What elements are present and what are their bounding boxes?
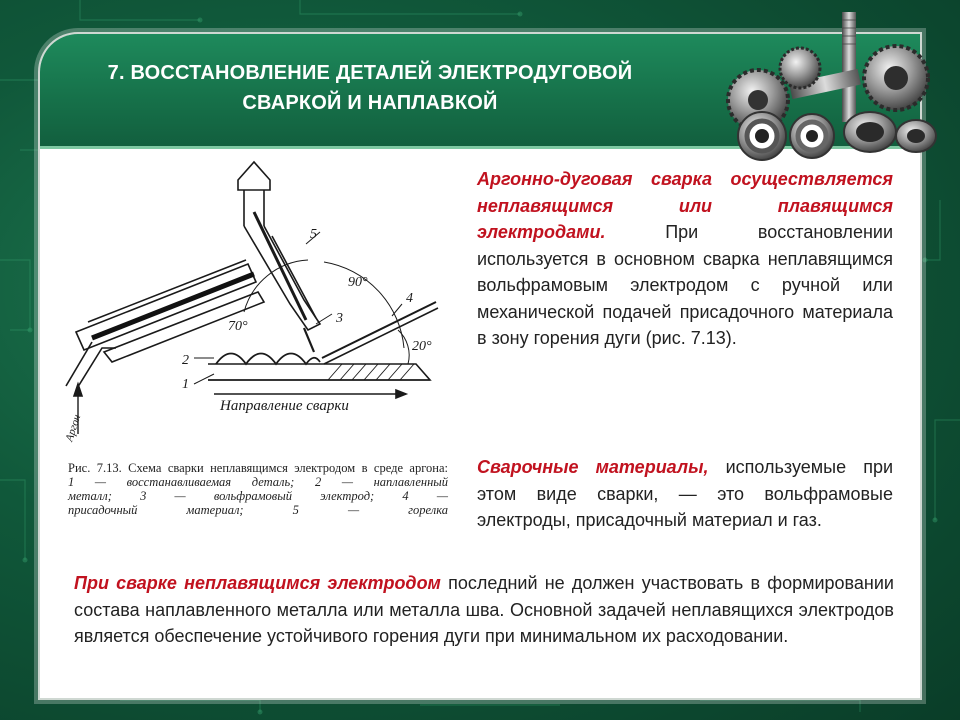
body-text: При восстановлении используется в основном сварка неплавящимся вольфрамовым электродом с ручной или механической подачей присадочного материала в зону горения дуги (рис. 7.13).: [477, 222, 893, 348]
shaft-icon: [842, 12, 856, 122]
paragraph-welding-materials: [477, 454, 893, 534]
figure-caption-line: присадочный материал; 5 — горелка: [68, 503, 448, 517]
figure-label-5: 5: [310, 227, 317, 242]
figure-caption-title: Рис. 7.13. Схема сварки неплавящимся электродом в среде аргона:: [68, 461, 448, 475]
figure-angle-70: 70°: [228, 319, 248, 334]
body-text: используемые при этом виде сварки, — это вольфрамовые электроды, присадочный материал и газ.: [477, 457, 894, 530]
body-text: последний не должен участвовать в формировании состава наплавленного металла или металла шва. Основной задачей неплавящихся электродов является обеспечение устойчивого горения дуги при минимальном их расходовании.: [74, 573, 894, 646]
gears-illustration: [720, 8, 942, 170]
torch-cap: [238, 162, 270, 190]
highlight-text: При сварке неплавящимся электродом: [74, 573, 441, 593]
figure-caption-line: металл; 3 — вольфрамовый электрод; 4 —: [68, 489, 448, 503]
figure-caption-line: 1 — восстанавливаемая деталь; 2 — наплавленный: [68, 475, 448, 489]
figure-label-4: 4: [406, 291, 413, 306]
figure-label-1: 1: [182, 377, 189, 392]
paragraph-argon-welding: [477, 166, 893, 352]
figure-argon-label: Аргон: [63, 413, 84, 443]
slide-title-line1: 7. ВОССТАНОВЛЕНИЕ ДЕТАЛЕЙ ЭЛЕКТРОДУГОВОЙ: [107, 62, 633, 84]
figure-label-2: 2: [182, 353, 189, 368]
figure-angle-90: 90°: [348, 275, 368, 290]
figure-label-3: 3: [336, 311, 343, 326]
figure-direction-label: Направление сварки: [220, 398, 349, 414]
electrode: [304, 328, 314, 352]
highlight-text: Аргонно-дуговая сварка осуществляется неплавящимся или плавящимся электродами.: [477, 169, 893, 242]
weld-bead: [216, 354, 320, 365]
highlight-text: Сварочные материалы,: [477, 457, 709, 477]
figure-angle-20: 20°: [412, 339, 432, 354]
workpiece: [208, 364, 430, 380]
slide-title-line2: СВАРКОЙ И НАПЛАВКОЙ: [242, 92, 498, 114]
welding-diagram: [58, 152, 450, 444]
slide-title: [80, 58, 660, 118]
paragraph-non-consumable-electrode: [74, 570, 894, 650]
figure-caption: [68, 461, 448, 517]
